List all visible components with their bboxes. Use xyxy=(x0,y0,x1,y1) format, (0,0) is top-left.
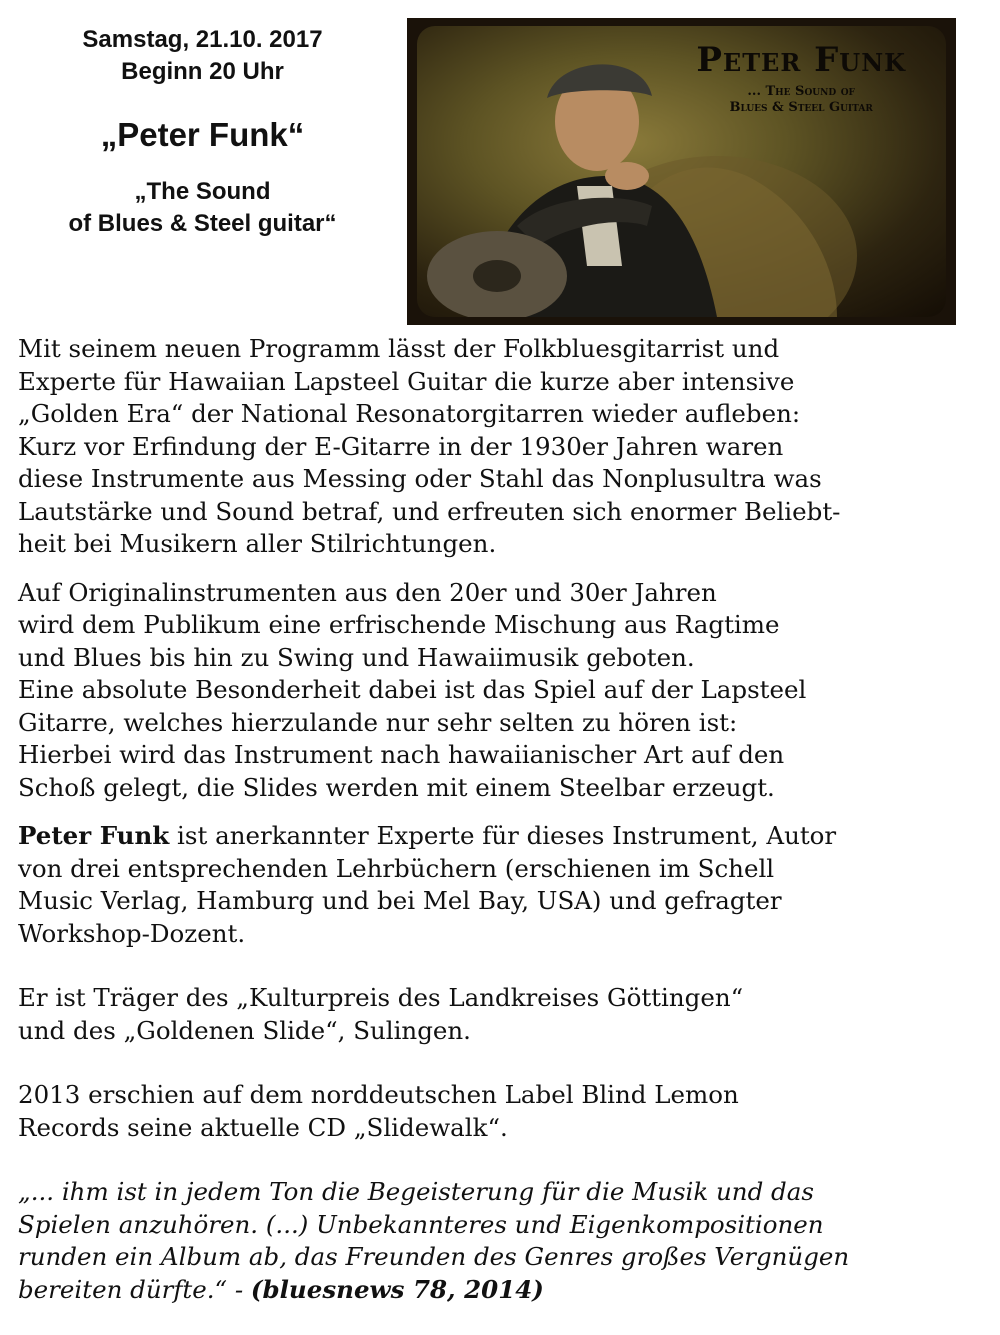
text-line: Auf Originalinstrumenten aus den 20er und 30er Jahren xyxy=(18,577,717,607)
text-line: und Blues bis hin zu Swing und Hawaiimusik geboten. xyxy=(18,642,695,672)
text-line: heit bei Musikern aller Stilrichtungen. xyxy=(18,529,497,558)
text-line xyxy=(18,820,963,853)
paragraph-awards xyxy=(18,982,963,1047)
brand-tagline-line1: ... The Sound of xyxy=(747,84,855,99)
text-line: Er ist Träger des „Kulturpreis des Landkreises Göttingen“ xyxy=(18,983,744,1012)
text-line: Music Verlag, Hamburg und bei Mel Bay, USA) und gefragter xyxy=(18,886,782,915)
paragraph-intro xyxy=(18,333,963,561)
text-line: Gitarre, welches hierzulande nur sehr selten zu hören ist: xyxy=(18,707,738,737)
event-header xyxy=(20,24,385,240)
text-fragment: ist anerkannter Experte für dieses Instrument, Autor xyxy=(169,821,837,850)
quote-line: Spielen anzuhören. (...) Unbekannteres und Eigenkompositionen xyxy=(18,1209,824,1239)
paragraph-cd xyxy=(18,1079,963,1144)
text-line: Records seine aktuelle CD „Slidewalk“. xyxy=(18,1112,508,1142)
text-line: „Golden Era“ der National Resonatorgitarren wieder aufleben: xyxy=(18,399,801,428)
photo-brand-overlay xyxy=(696,40,906,116)
quote-line: runden ein Album ab, das Freunden des Genres großes Vergnügen xyxy=(18,1242,850,1271)
event-date: Samstag, 21.10. 2017 xyxy=(82,26,323,53)
paragraph-expert xyxy=(18,820,963,950)
photo-vignette xyxy=(417,26,946,317)
text-line: Hierbei wird das Instrument nach hawaiianischer Art auf den xyxy=(18,740,785,769)
quote-fragment: bereiten dürfte.“ - xyxy=(18,1274,251,1304)
brand-name: Peter Funk xyxy=(696,40,906,80)
text-line: Experte für Hawaiian Lapsteel Guitar die kurze aber intensive xyxy=(18,366,795,396)
text-line: und des „Goldenen Slide“, Sulingen. xyxy=(18,1015,471,1045)
text-line: Eine absolute Besonderheit dabei ist das Spiel auf der Lapsteel xyxy=(18,675,807,704)
article-body xyxy=(18,333,963,1306)
event-time: Beginn 20 Uhr xyxy=(121,58,284,85)
quote-source: (bluesnews 78, 2014) xyxy=(250,1274,544,1304)
text-line: diese Instrumente aus Messing oder Stahl das Nonplusultra was xyxy=(18,464,822,493)
press-quote xyxy=(18,1176,963,1306)
paragraph-instruments xyxy=(18,577,963,805)
text-line: Workshop-Dozent. xyxy=(18,918,246,948)
event-title: „Peter Funk“ xyxy=(100,116,305,153)
text-line: Kurz vor Erfindung der E-Gitarre in der 1930er Jahren waren xyxy=(18,431,784,461)
artist-name-bold: Peter Funk xyxy=(18,821,170,850)
text-line: 2013 erschien auf dem norddeutschen Label Blind Lemon xyxy=(18,1080,739,1109)
text-line: Lautstärke und Sound betraf, und erfreuten sich enormer Beliebt- xyxy=(18,496,841,526)
text-line: Schoß gelegt, die Slides werden mit einem Steelbar erzeugt. xyxy=(18,772,775,802)
quote-line xyxy=(18,1274,963,1307)
text-line: Mit seinem neuen Programm lässt der Folkbluesgitarrist und xyxy=(18,334,780,363)
text-line: wird dem Publikum eine erfrischende Mischung aus Ragtime xyxy=(18,610,780,639)
event-subtitle-line1: „The Sound xyxy=(134,178,271,205)
event-subtitle-line2: of Blues & Steel guitar“ xyxy=(68,210,337,237)
brand-tagline-line2: Blues & Steel Guitar xyxy=(729,100,873,115)
quote-line: „... ihm ist in jedem Ton die Begeisterung für die Musik und das xyxy=(18,1177,814,1206)
text-line: von drei entsprechenden Lehrbüchern (erschienen im Schell xyxy=(18,853,775,883)
artist-photo xyxy=(407,18,956,325)
